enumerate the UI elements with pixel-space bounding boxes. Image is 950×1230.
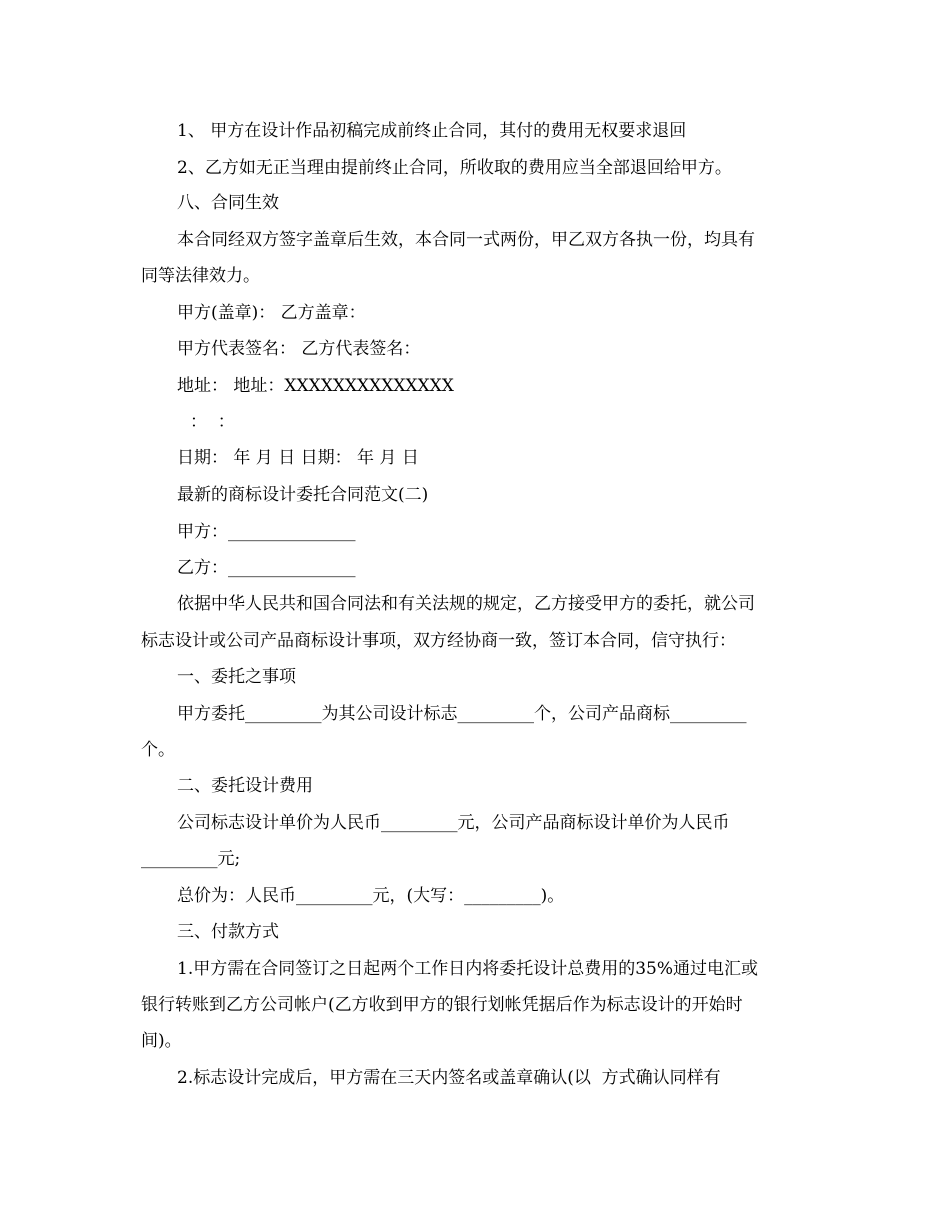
- text-line: 本合同经双方签字盖章后生效，本合同一式两份，甲乙双方各执一份，均具有: [177, 230, 755, 250]
- section-heading: 一、委托之事项: [177, 667, 296, 687]
- signature-line: 甲方代表签名： 乙方代表签名：: [177, 339, 421, 359]
- text-line: 同等法律效力。: [141, 266, 260, 286]
- text-line: 间)。: [141, 1031, 182, 1051]
- text-line: 甲方委托_________为其公司设计标志_________个，公司产品商标_________: [177, 704, 747, 724]
- text-line: 2.标志设计完成后，甲方需在三天内签名或盖章确认(以 方式确认同样有: [177, 1068, 721, 1088]
- text-line: 1、 甲方在设计作品初稿完成前终止合同，其付的费用无权要求退回: [177, 121, 687, 141]
- party-b-line: 乙方：_______________: [177, 558, 356, 578]
- text-line: 银行转账到乙方公司帐户(乙方收到甲方的银行划帐凭据后作为标志设计的开始时: [141, 995, 743, 1015]
- date-line: 日期： 年 月 日 日期： 年 月 日: [177, 448, 419, 468]
- section-heading: 三、付款方式: [177, 922, 279, 942]
- text-line: 标志设计或公司产品商标设计事项，双方经协商一致，签订本合同，信守执行：: [141, 631, 736, 651]
- text-line: 1.甲方需在合同签订之日起两个工作日内将委托设计总费用的35%通过电汇或: [177, 959, 759, 979]
- signature-line: 甲方(盖章)： 乙方盖章：: [177, 303, 366, 323]
- document-subtitle: 最新的商标设计委托合同范文(二): [177, 485, 429, 505]
- text-line: 公司标志设计单价为人民币_________元，公司产品商标设计单价为人民币: [177, 813, 730, 833]
- text-line: 个。: [141, 740, 175, 760]
- text-line: 依据中华人民共和国合同法和有关法规的规定，乙方接受甲方的委托，就公司: [177, 594, 755, 614]
- section-heading: 八、合同生效: [177, 193, 279, 213]
- text-line: 总价为：人民币_________元，(大写：_________)。: [177, 886, 565, 906]
- section-heading: 二、委托设计费用: [177, 776, 313, 796]
- text-line: 2、乙方如无正当理由提前终止合同，所收取的费用应当全部退回给甲方。: [177, 158, 732, 178]
- blank-colon-line: ： ：: [190, 412, 235, 432]
- address-line: 地址： 地址：XXXXXXXXXXXXXX: [177, 376, 454, 396]
- party-a-line: 甲方：_______________: [177, 522, 356, 542]
- text-line: _________元;: [141, 849, 241, 869]
